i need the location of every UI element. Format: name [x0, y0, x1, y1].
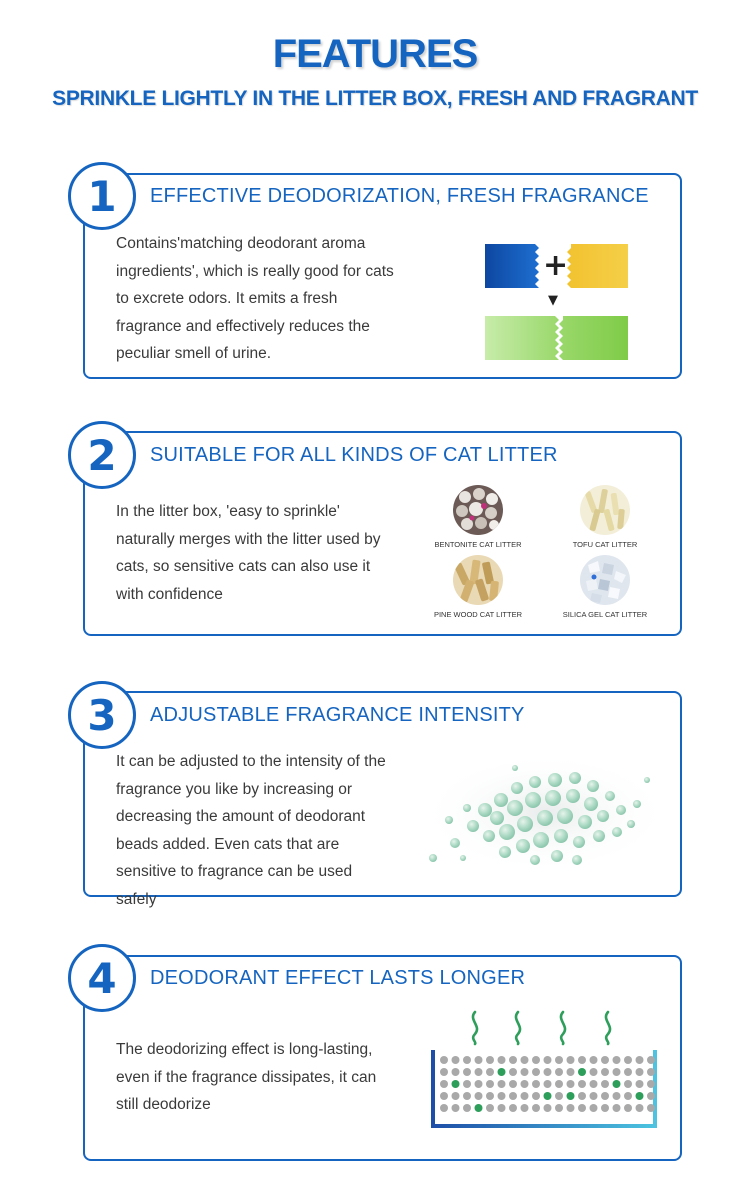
litter-dot [532, 1056, 540, 1064]
litter-type-bentonite [428, 485, 528, 549]
silica-gel-litter-image [580, 555, 630, 605]
litter-dot [498, 1104, 506, 1112]
yellow-block [567, 244, 628, 288]
feature-body-2: In the litter box, 'easy to sprinkle' naturally merges with the litter used by cats, so sensitive cats can also use it with confidence [116, 503, 381, 603]
litter-dot [475, 1080, 483, 1088]
litter-dot [601, 1056, 609, 1064]
litter-dot [521, 1056, 529, 1064]
deodorant-bead-dot [613, 1080, 621, 1088]
fresh-scent-icon [473, 1012, 610, 1044]
litter-dot [440, 1104, 448, 1112]
litter-dot [521, 1092, 529, 1100]
deodorant-bead-dot [544, 1092, 552, 1100]
litter-dot [636, 1056, 644, 1064]
blue-block [485, 244, 539, 288]
deodorant-bead-dot [498, 1068, 506, 1076]
litter-dot [636, 1104, 644, 1112]
litter-dot [486, 1056, 494, 1064]
litter-dot [440, 1092, 448, 1100]
litter-dot [521, 1104, 529, 1112]
litter-dot [647, 1104, 655, 1112]
litter-dot [567, 1056, 575, 1064]
litter-dot [509, 1056, 517, 1064]
feature-body-4: The deodorizing effect is long-lasting, even if the fragrance dissipates, it can still deodorize [116, 1041, 377, 1113]
litter-dot [613, 1092, 621, 1100]
feature-body-1: Contains'matching deodorant aroma ingredients', which is really good for cats to excrete odors. It emits a fresh fragrance and effectively reduces the peculiar smell of urine. [116, 235, 394, 362]
litter-dot [555, 1092, 563, 1100]
litter-dot [624, 1092, 632, 1100]
litter-dot [509, 1104, 517, 1112]
litter-dot [578, 1104, 586, 1112]
litter-dot [555, 1104, 563, 1112]
litter-dot [486, 1092, 494, 1100]
litter-dot [521, 1068, 529, 1076]
litter-dot [578, 1080, 586, 1088]
litter-dot [624, 1068, 632, 1076]
litter-dot [475, 1068, 483, 1076]
litter-dot [463, 1092, 471, 1100]
litter-dot [544, 1080, 552, 1088]
litter-dot [590, 1068, 598, 1076]
litter-dot [601, 1092, 609, 1100]
litter-dot [452, 1092, 460, 1100]
litter-dot [463, 1056, 471, 1064]
litter-dot [647, 1080, 655, 1088]
green-block-left [485, 316, 559, 360]
litter-dot [590, 1056, 598, 1064]
feature-number-badge-4: 4 [68, 944, 136, 1012]
feature-heading-3: ADJUSTABLE FRAGRANCE INTENSITY [150, 704, 525, 726]
litter-dot [440, 1080, 448, 1088]
litter-dot [624, 1104, 632, 1112]
litter-dot [636, 1068, 644, 1076]
litter-dot [567, 1080, 575, 1088]
litter-dot [567, 1068, 575, 1076]
deodorant-bead-dot [578, 1068, 586, 1076]
litter-dot [509, 1068, 517, 1076]
litter-dot [463, 1104, 471, 1112]
litter-type-tofu [555, 485, 655, 549]
litter-dot [532, 1092, 540, 1100]
litter-dot [498, 1092, 506, 1100]
litter-type-silica-gel [555, 555, 655, 619]
litter-dot [463, 1080, 471, 1088]
tofu-litter-image [580, 485, 630, 535]
page-title: FEATURES [272, 32, 478, 76]
litter-dot [578, 1092, 586, 1100]
litter-dot [590, 1104, 598, 1112]
litter-dot [532, 1080, 540, 1088]
litter-dot [532, 1068, 540, 1076]
feature-heading-2: SUITABLE FOR ALL KINDS OF CAT LITTER [150, 444, 558, 466]
litter-dot [578, 1056, 586, 1064]
litter-dot [624, 1080, 632, 1088]
deodorant-bead-dot [567, 1092, 575, 1100]
litter-dot [601, 1104, 609, 1112]
litter-dot [555, 1068, 563, 1076]
deodorant-bead-dot [475, 1104, 483, 1112]
litter-dot [475, 1056, 483, 1064]
litter-dot [601, 1068, 609, 1076]
litter-dot [452, 1056, 460, 1064]
litter-dot [567, 1104, 575, 1112]
down-arrow-icon: ▼ [548, 293, 558, 308]
feature-number-badge-2: 2 [68, 421, 136, 489]
litter-dot [509, 1092, 517, 1100]
green-block-right [559, 316, 628, 360]
litter-dot [452, 1104, 460, 1112]
litter-dot [647, 1056, 655, 1064]
litter-dot [624, 1056, 632, 1064]
litter-dot [475, 1092, 483, 1100]
litter-label-bentonite: BENTONITE CAT LITTER [434, 540, 522, 549]
litter-dot [532, 1104, 540, 1112]
plus-sign: + [543, 248, 569, 283]
deodorant-beads-image [405, 748, 680, 883]
litter-dot [613, 1068, 621, 1076]
litter-dot [521, 1080, 529, 1088]
feature-number-badge-3: 3 [68, 681, 136, 749]
litter-dot [590, 1092, 598, 1100]
litter-dot [590, 1080, 598, 1088]
deodorant-bead-dot [636, 1092, 644, 1100]
litter-dot [486, 1104, 494, 1112]
litter-dot [636, 1080, 644, 1088]
litter-dot [498, 1080, 506, 1088]
deodorant-bead-dot [452, 1080, 460, 1088]
litter-dot [647, 1068, 655, 1076]
litter-box-diagram [430, 1008, 658, 1130]
litter-dot [647, 1092, 655, 1100]
litter-dot [440, 1056, 448, 1064]
litter-dot [544, 1056, 552, 1064]
bentonite-litter-image [453, 485, 503, 535]
litter-type-pine-wood [428, 555, 528, 619]
litter-label-pine-wood: PINE WOOD CAT LITTER [433, 610, 523, 619]
litter-label-silica-gel: SILICA GEL CAT LITTER [562, 610, 648, 619]
feature-heading-1: EFFECTIVE DEODORIZATION, FRESH FRAGRANCE [150, 185, 649, 207]
litter-dot [555, 1080, 563, 1088]
litter-dot [544, 1104, 552, 1112]
litter-dot [498, 1056, 506, 1064]
pine-wood-litter-image [453, 555, 503, 605]
litter-dot [486, 1080, 494, 1088]
litter-dot [613, 1104, 621, 1112]
litter-dot [440, 1068, 448, 1076]
litter-dot [463, 1068, 471, 1076]
litter-dot [613, 1056, 621, 1064]
feature-number-badge-1: 1 [68, 162, 136, 230]
litter-dot [452, 1068, 460, 1076]
litter-label-tofu: TOFU CAT LITTER [572, 540, 638, 549]
litter-dot [601, 1080, 609, 1088]
litter-dot [486, 1068, 494, 1076]
feature-body-3: It can be adjusted to the intensity of the fragrance you like by increasing or decreasing the amount of deodorant beads added. Even cats that are sensitive to fragrance can be used safely [116, 753, 386, 908]
litter-dot [544, 1068, 552, 1076]
litter-dot [509, 1080, 517, 1088]
page-subtitle: SPRINKLE LIGHTLY IN THE LITTER BOX, FRESH AND FRAGRANT [52, 87, 698, 110]
feature-heading-4: DEODORANT EFFECT LASTS LONGER [150, 967, 526, 989]
litter-dot [555, 1056, 563, 1064]
